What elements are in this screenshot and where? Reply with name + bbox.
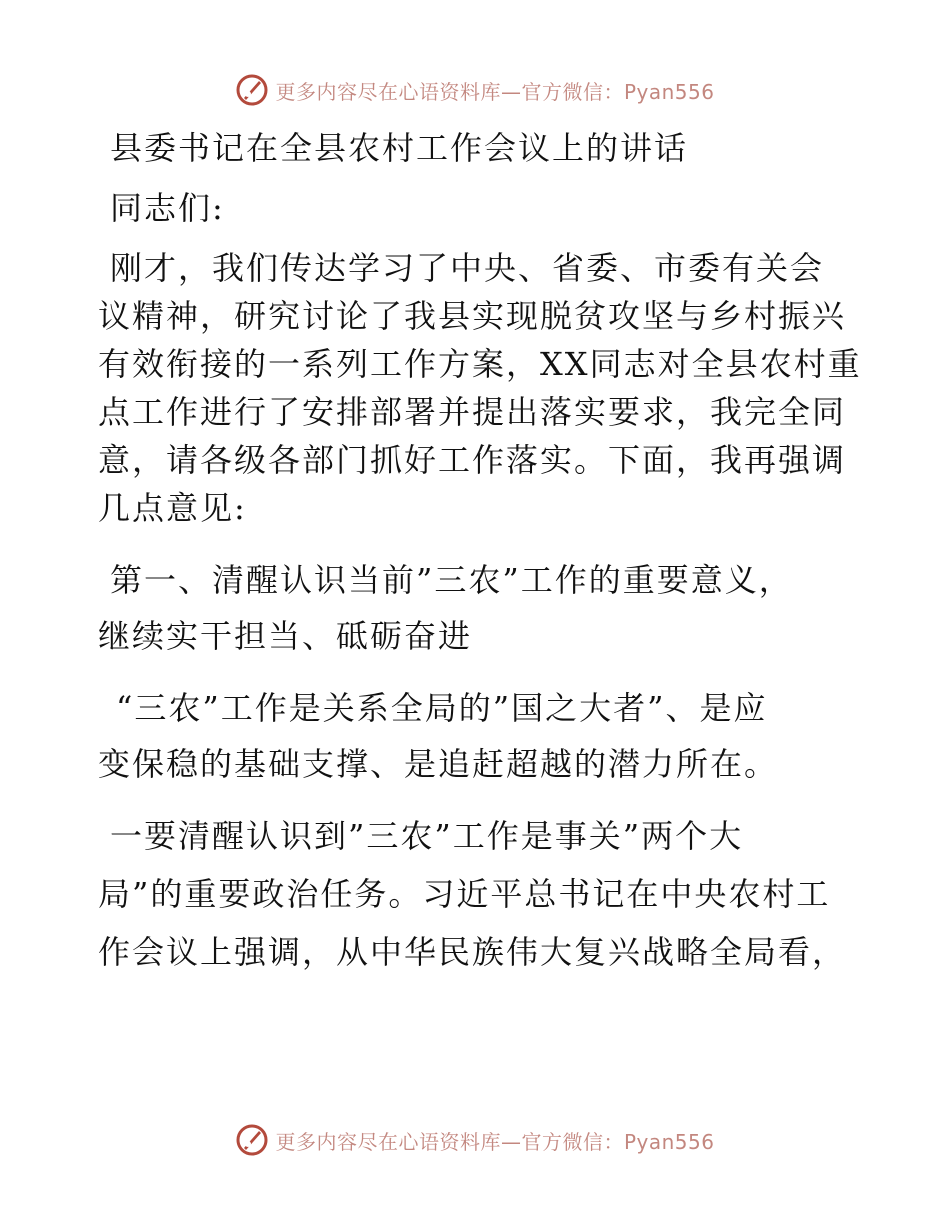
paragraph-line: 变保稳的基础支撑、是追赶超越的潜力所在。 [98,745,779,783]
paragraph-1 [98,244,862,532]
quill-logo-icon [235,1123,269,1157]
paragraph-line: 局”的重要政治任务。习近平总书记在中央农村工 [98,875,831,913]
heading-line: 继续实干担当、砥砺奋进 [98,617,473,655]
paragraph-line: 刚才，我们传达学习了中央、省委、市委有关会 [110,249,825,287]
watermark-footer [0,1120,950,1160]
watermark-text: 更多内容尽在心语资料库—官方微信：Pyan556 [275,1129,715,1154]
paragraph-line: 几点意见: [98,489,247,527]
paragraph-2 [98,684,858,788]
paragraph-line: 点工作进行了安排部署并提出落实要求，我完全同 [98,393,847,431]
watermark-header [0,70,950,110]
document-body [98,124,862,976]
document-title: 县委书记在全县农村工作会议上的讲话 [110,129,689,167]
paragraph-line: 作会议上强调，从中华民族伟大复兴战略全局看， [98,933,847,971]
paragraph-3 [98,812,858,976]
heading-line: 第一、清醒认识当前”三农”工作的重要意义， [110,561,793,599]
quill-logo-icon [235,73,269,107]
paragraph-line: “三农”工作是关系全局的”国之大者”、是应 [116,689,768,727]
paragraph-line: 议精神，研究讨论了我县实现脱贫攻坚与乡村振兴 [98,297,847,335]
paragraph-line: 一要清醒认识到”三农”工作是事关”两个大 [110,817,744,855]
paragraph-line: 意，请各级各部门抓好工作落实。下面，我再强调 [98,441,847,479]
watermark-text: 更多内容尽在心语资料库—官方微信：Pyan556 [275,79,715,104]
salutation: 同志们: [110,189,225,227]
section-heading-1 [98,556,858,660]
paragraph-line: 有效衔接的一系列工作方案，XX同志对全县农村重 [98,345,862,383]
